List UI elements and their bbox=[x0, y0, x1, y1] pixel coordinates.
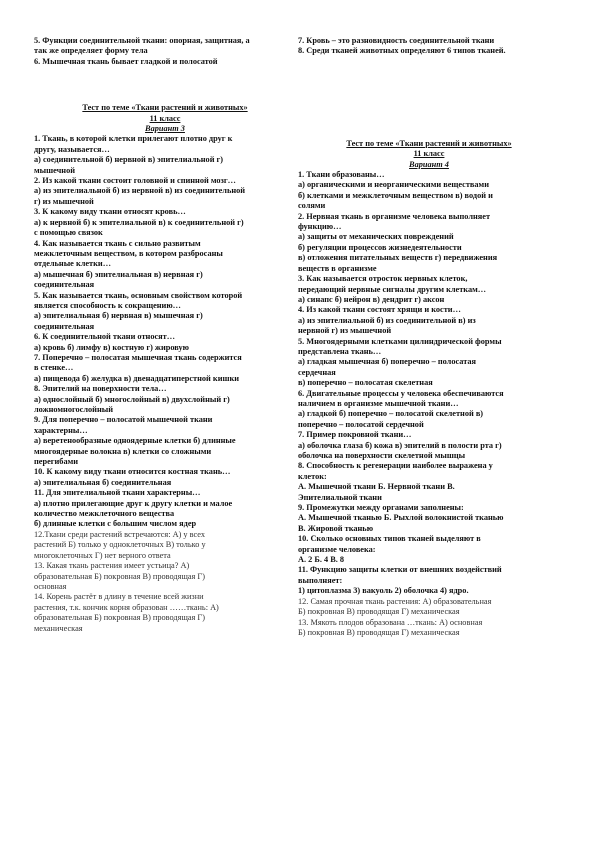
text-line: 13. Мякоть плодов образована …ткань: А) основная bbox=[298, 617, 483, 627]
text-line: 8. Способность к регенерации наиболее выражена у bbox=[298, 461, 493, 471]
variant-3-questions bbox=[34, 134, 296, 529]
text-line: а) кровь б) лимфу в) костную г) жировую bbox=[34, 342, 189, 352]
text-line: а) соединительной б) нервной в) эпителиальной г) bbox=[34, 155, 224, 165]
text-line: а) пищевода б) желудка в) двенадцатиперстной кишки bbox=[34, 373, 240, 383]
text-line: 12.Ткани среди растений встречаются: А) у всех bbox=[34, 529, 206, 539]
text-line: 3. Как называется отросток нервных клеток, bbox=[298, 274, 468, 284]
text-line: 4. Как называется ткань с сильно развитым bbox=[34, 238, 201, 248]
variant-4-questions bbox=[298, 170, 560, 597]
text-line: функцию… bbox=[298, 222, 342, 232]
text-line: веществ в организме bbox=[298, 263, 377, 273]
text-line: А. 2 Б. 4 В. 8 bbox=[298, 555, 345, 565]
test-grade: 11 класс bbox=[149, 113, 181, 123]
text-line: 10. К какому виду ткани относится костная ткань… bbox=[34, 467, 231, 477]
test-header-variant-4 bbox=[298, 139, 560, 170]
text-line: количество межклеточного вещества bbox=[34, 509, 175, 519]
text-line: а) органическими и неорганическими веществами bbox=[298, 180, 489, 190]
text-line: многоклеточных Г) нет верного ответа bbox=[34, 550, 171, 560]
text-line: образовательная Б) покровная В) проводящая Г) bbox=[34, 571, 205, 581]
text-line: соединительная bbox=[34, 280, 95, 290]
text-line: организме человека: bbox=[298, 544, 376, 554]
text-line: 2. Нервная ткань в организме человека выполняет bbox=[298, 211, 491, 221]
right-intro bbox=[298, 36, 560, 57]
text-line: а) однослойный б) многослойный в) двухслойный г) bbox=[34, 394, 230, 404]
text-line: а) из эпителиальной б) из соединительной в) из bbox=[298, 315, 476, 325]
text-line: г) из мышечной bbox=[34, 196, 94, 206]
text-line: в стенке… bbox=[34, 363, 74, 373]
text-line: а) защиты от механических повреждений bbox=[298, 232, 454, 242]
text-line: основная bbox=[34, 581, 67, 591]
text-line: выполняет: bbox=[298, 575, 343, 585]
text-line: перегибами bbox=[34, 457, 79, 467]
text-line: 2. Из какой ткани состоит головной и спинной мозг… bbox=[34, 176, 236, 186]
text-line: А. Мышечной ткани Б. Нервной ткани В. bbox=[298, 482, 455, 492]
text-line: межклеточным веществом, в котором разбросаны bbox=[34, 248, 223, 258]
text-line: 11. Для эпителиальной ткани характерны… bbox=[34, 488, 201, 498]
text-line: 9. Для поперечно – полосатой мышечной ткани bbox=[34, 415, 213, 425]
text-line: 9. Промежутки между органами заполнены: bbox=[298, 503, 464, 513]
text-line: сердечная bbox=[298, 367, 336, 377]
text-line: является способность к сокращению… bbox=[34, 300, 181, 310]
text-line: а) эпителиальная б) соединительная bbox=[34, 477, 172, 487]
text-line: 7. Пример покровной ткани… bbox=[298, 430, 412, 440]
test-header-variant-3 bbox=[34, 103, 296, 134]
text-line: а) из эпителиальной б) из нервной в) из соединительной bbox=[34, 186, 246, 196]
text-line: а) мышечная б) эпителиальная в) нервная г) bbox=[34, 269, 203, 279]
text-line: а) оболочка глаза б) кожа в) эпителий в полости рта г) bbox=[298, 440, 502, 450]
text-line: 7. Поперечно – полосатая мышечная ткань содержится bbox=[34, 352, 242, 362]
text-line: 11. Функцию защиты клетки от внешних воздействий bbox=[298, 565, 502, 575]
text-line: с помощью связок bbox=[34, 228, 103, 238]
text-line: 8. Среди тканей животных определяют 6 типов тканей. bbox=[298, 46, 506, 56]
text-line: Б) покровная В) проводящая Г) механическая bbox=[298, 627, 460, 637]
text-line: 5. Функции соединительной ткани: опорная, защитная, а bbox=[34, 36, 250, 45]
text-line: поперечно – полосатой сердечной bbox=[298, 419, 424, 429]
text-line: нервной г) из мышечной bbox=[298, 326, 392, 336]
text-line: мышечной bbox=[34, 165, 75, 175]
text-line: 1. Ткани образованы… bbox=[298, 170, 385, 180]
right-column bbox=[298, 36, 560, 638]
text-line: механическая bbox=[34, 623, 83, 633]
test-variant: Вариант 4 bbox=[409, 159, 449, 169]
test-variant: Вариант 3 bbox=[145, 124, 185, 134]
text-line: наличием в организме мышечной ткани… bbox=[298, 398, 459, 408]
text-line: 7. Кровь – это разновидность соединительной ткани bbox=[298, 36, 495, 45]
text-line: соединительная bbox=[34, 321, 95, 331]
text-line: 3. К какому виду ткани относят кровь… bbox=[34, 207, 186, 217]
text-line: 14. Корень растёт в длину в течение всей жизни bbox=[34, 592, 204, 602]
text-line: ложномногослойный bbox=[34, 405, 113, 414]
text-line: б) регуляции процессов жизнедеятельности bbox=[298, 242, 462, 252]
text-line: 1. Ткань, в которой клетки прилегают плотно друг к bbox=[34, 134, 233, 144]
text-line: многоядерные волокна в) клетки со сложными bbox=[34, 446, 212, 456]
text-line: 1) цитоплазма 3) вакуоль 2) оболочка 4) ядро. bbox=[298, 586, 469, 596]
left-column bbox=[34, 36, 296, 634]
text-line: а) плотно прилегающие друг к другу клетки и малое bbox=[34, 498, 233, 508]
text-line: образовательная Б) покровная В) проводящая Г) bbox=[34, 613, 205, 623]
text-line: а) к нервной б) к эпителиальной в) к соединительной г) bbox=[34, 217, 244, 227]
text-line: Б) покровная В) проводящая Г) механическая bbox=[298, 607, 460, 617]
text-line: б) длинные клетки с большим числом ядер bbox=[34, 519, 197, 529]
text-line: солями bbox=[298, 201, 326, 211]
left-intro bbox=[34, 36, 296, 67]
text-line: А. Мышечной тканью Б. Рыхлой волокнистой тканью bbox=[298, 513, 504, 523]
text-line: оболочка на поверхности скелетной мышцы bbox=[298, 451, 466, 460]
text-line: Эпителиальной ткани bbox=[298, 492, 382, 502]
text-line: 6. Мышечная ткань бывает гладкой и полосатой bbox=[34, 56, 218, 66]
text-line: растений Б) только у одноклеточных В) только у bbox=[34, 540, 206, 550]
text-line: 5. Как называется ткань, основным свойством которой bbox=[34, 290, 243, 300]
text-line: другу, называется… bbox=[34, 144, 110, 154]
text-line: 12. Самая прочная ткань растения: А) образовательная bbox=[298, 596, 492, 606]
text-line: 6. К соединительной ткани относят… bbox=[34, 332, 176, 342]
text-line: растения, т.к. кончик корня образован ……ткань: А) bbox=[34, 602, 219, 612]
text-line: характерны… bbox=[34, 425, 88, 435]
text-line: 4. Из какой ткани состоят хрящи и кости… bbox=[298, 305, 461, 315]
text-line: 6. Двигательные процессы у человека обеспечиваются bbox=[298, 388, 504, 398]
text-line: б) клетками и межклеточным веществом в) водой и bbox=[298, 190, 493, 200]
text-line: а) синапс б) нейрон в) дендрит г) аксон bbox=[298, 294, 445, 304]
text-line: В. Жировой тканью bbox=[298, 523, 374, 533]
variant-3-plant-questions bbox=[34, 530, 296, 634]
test-title: Тест по теме «Ткани растений и животных» bbox=[346, 138, 512, 148]
variant-4-plant-questions bbox=[298, 597, 560, 639]
text-line: 5. Многоядерными клетками цилиндрической формы bbox=[298, 336, 502, 346]
text-line: клеток: bbox=[298, 471, 327, 481]
text-line: в) поперечно – полосатая скелетная bbox=[298, 378, 433, 388]
text-line: 10. Сколько основных типов тканей выделяют в bbox=[298, 534, 481, 544]
text-line: 13. Какая ткань растения имеет устьица? А) bbox=[34, 561, 190, 571]
text-line: а) эпителиальная б) нервная в) мышечная г) bbox=[34, 311, 203, 321]
text-line: 8. Эпителий на поверхности тела… bbox=[34, 384, 167, 394]
test-title: Тест по теме «Ткани растений и животных» bbox=[82, 103, 248, 113]
test-grade: 11 класс bbox=[413, 149, 445, 159]
text-line: передающий нервные сигналы другим клеткам… bbox=[298, 284, 487, 294]
text-line: а) гладкая мышечная б) поперечно – полосатая bbox=[298, 357, 477, 367]
text-line: так же определяет форму тела bbox=[34, 46, 148, 56]
text-line: а) веретенообразные одноядерные клетки б) длинные bbox=[34, 436, 236, 446]
text-line: в) отложения питательных веществ г) передвижения bbox=[298, 253, 498, 263]
text-line: а) гладкой б) поперечно – полосатой скелетной в) bbox=[298, 409, 484, 419]
text-line: представлена ткань… bbox=[298, 346, 382, 356]
text-line: отдельные клетки… bbox=[34, 259, 111, 269]
